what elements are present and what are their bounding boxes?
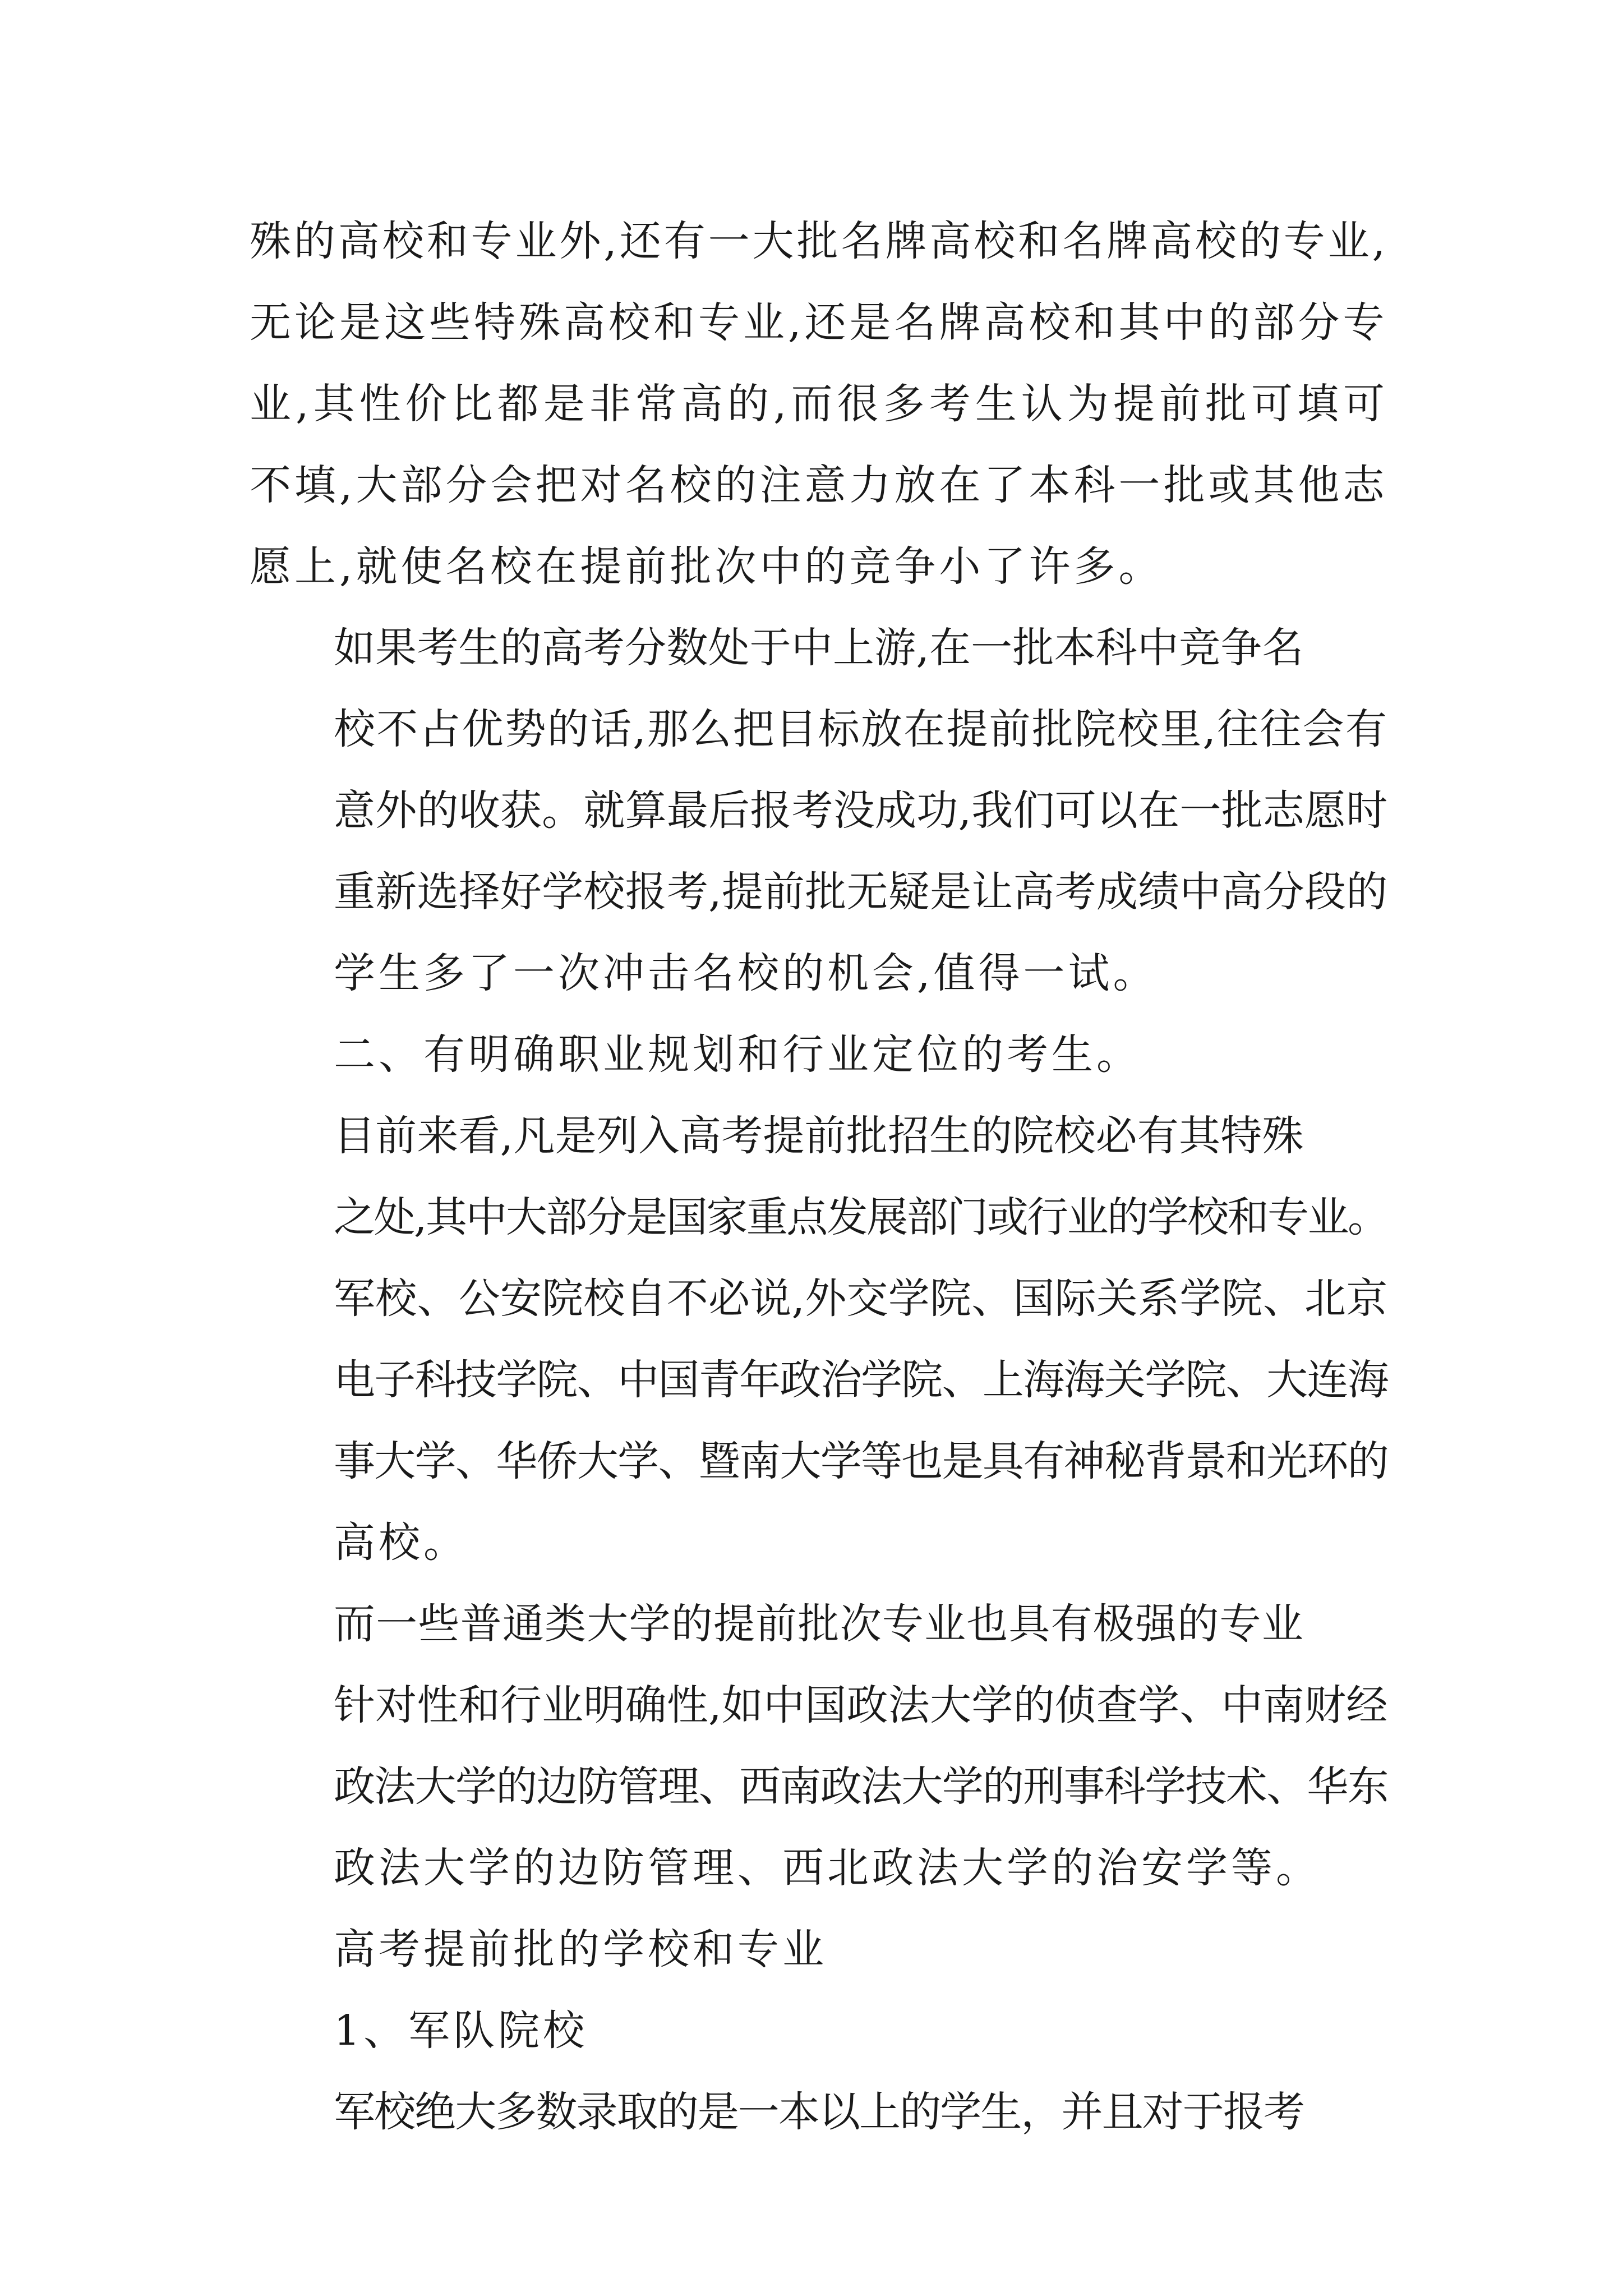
text-line: 而一些普通类大学的提前批次专业也具有极强的专业 — [334, 1600, 1304, 1648]
text-line: 针对性和行业明确性,如中国政法大学的侦查学、中南财经 — [334, 1681, 1388, 1729]
text-line: 政法大学的边防管理、西北政法大学的治安学等。 — [334, 1844, 1321, 1892]
text-line: 殊的高校和专业外,还有一大批名牌高校和名牌高校的专业, — [250, 217, 1389, 265]
paragraph — [250, 1584, 1388, 1909]
text-line: 高校。 — [334, 1519, 468, 1567]
text-line: 业,其性价比都是非常高的,而很多考生认为提前批可填可 — [250, 380, 1390, 428]
text-line: 校不占优势的话,那么把目标放在提前批院校里,往往会有 — [334, 705, 1389, 753]
text-line: 不填,大部分会把对名校的注意力放在了本科一批或其他志 — [250, 461, 1388, 509]
text-line: 如果考生的高考分数处于中上游,在一批本科中竞争名 — [334, 624, 1304, 672]
paragraph — [250, 1096, 1388, 1584]
paragraph — [250, 1014, 1388, 1096]
text-line: 军校绝大多数录取的是一本以上的学生，并且对于报考 — [334, 2088, 1304, 2136]
text-line: 学生多了一次冲击名校的机会,值得一试。 — [334, 949, 1158, 997]
text-line: 二、有明确职业规划和行业定位的考生。 — [334, 1030, 1141, 1079]
text-line: 之处,其中大部分是国家重点发展部门或行业的学校和专业。 — [334, 1193, 1388, 1241]
document-body — [250, 201, 1388, 2153]
text-line: 高考提前批的学校和专业 — [334, 1925, 827, 1973]
text-line: 政法大学的边防管理、西南政法大学的刑事科学技术、华东 — [334, 1763, 1388, 1811]
paragraph — [250, 1990, 1388, 2072]
text-line: 重新选择好学校报考,提前批无疑是让高考成绩中高分段的 — [334, 868, 1388, 916]
text-line: 军校、公安院校自不必说,外交学院、国际关系学院、北京 — [334, 1274, 1388, 1323]
text-line: 事大学、华侨大学、暨南大学等也是具有神秘背景和光环的 — [334, 1437, 1388, 1485]
paragraph — [250, 1909, 1388, 1990]
text-line: 无论是这些特殊高校和专业,还是名牌高校和其中的部分专 — [250, 298, 1388, 347]
text-line: 意外的收获。就算最后报考没成功,我们可以在一批志愿时 — [334, 786, 1388, 835]
text-line: 愿上,就使名校在提前批次中的竞争小了许多。 — [250, 542, 1164, 591]
text-line: 电子科技学院、中国青年政治学院、上海海关学院、大连海 — [334, 1356, 1388, 1404]
paragraph — [250, 201, 1388, 608]
paragraph — [250, 2072, 1388, 2153]
text-line: 目前来看,凡是列入高考提前批招生的院校必有其特殊 — [334, 1112, 1304, 1160]
text-line: 1、军队院校 — [334, 2007, 588, 2055]
paragraph — [250, 608, 1388, 1014]
